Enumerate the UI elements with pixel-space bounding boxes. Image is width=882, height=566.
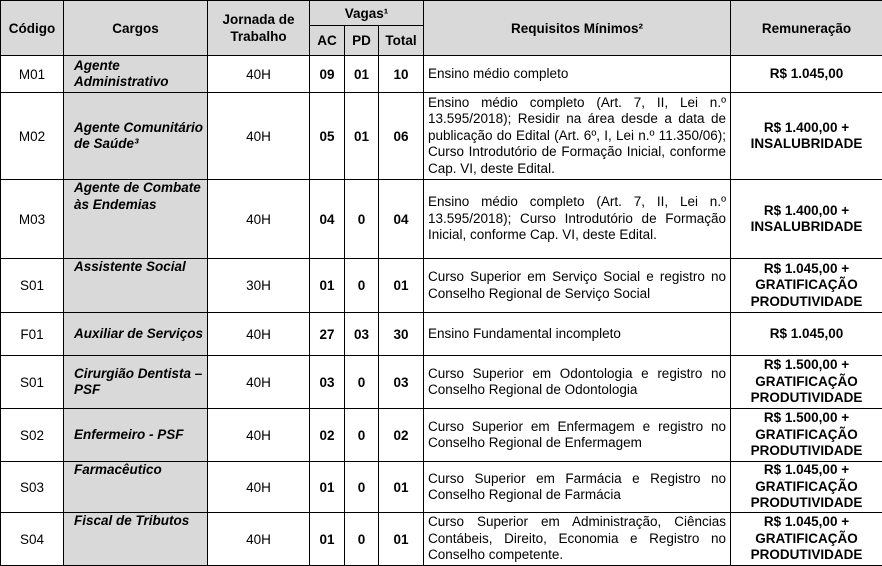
header-cargos: Cargos — [64, 1, 208, 56]
cell-ac: 02 — [310, 409, 345, 462]
cell-jornada: 40H — [208, 356, 310, 409]
cell-ac: 27 — [310, 313, 345, 356]
cell-codigo: S04 — [1, 513, 64, 566]
header-row-1 — [1, 1, 882, 26]
cell-remuneracao: R$ 1.045,00 + GRATIFICAÇÃO PRODUTIVIDADE — [731, 513, 882, 566]
cell-cargo: Fiscal de Tributos — [64, 513, 208, 566]
cell-remuneracao: R$ 1.500,00 + GRATIFICAÇÃO PRODUTIVIDADE — [731, 409, 882, 462]
cell-ac: 01 — [310, 513, 345, 566]
table-row — [1, 462, 882, 513]
cell-remuneracao: R$ 1.045,00 — [731, 313, 882, 356]
cell-pd: 03 — [345, 313, 379, 356]
cell-requisitos: Ensino médio completo (Art. 7, II, Lei n.º 13.595/2018); Residir na área desde a data de publicação do Edital (Art. 6º, I, Lei n.º 11.350/06); Curso Introdutório de Formação Inicial, conforme Cap. VI, deste Edital. — [424, 93, 731, 180]
cell-total: 03 — [379, 356, 424, 409]
header-codigo: Código — [1, 1, 64, 56]
cell-jornada: 40H — [208, 180, 310, 259]
cell-codigo: M01 — [1, 56, 64, 93]
cell-total: 01 — [379, 462, 424, 513]
cell-cargo: Agente Administrativo — [64, 56, 208, 93]
cell-cargo: Agente Comunitário de Saúde³ — [64, 93, 208, 180]
cell-requisitos: Ensino médio completo (Art. 7, II, Lei n.º 13.595/2018); Curso Introdutório de Formação Inicial, conforme Cap. VI, deste Edital. — [424, 180, 731, 259]
table-row — [1, 513, 882, 566]
cell-ac: 04 — [310, 180, 345, 259]
cell-requisitos: Curso Superior em Enfermagem e registro no Conselho Regional de Enfermagem — [424, 409, 731, 462]
cell-total: 30 — [379, 313, 424, 356]
cell-pd: 0 — [345, 513, 379, 566]
cell-ac: 05 — [310, 93, 345, 180]
cell-cargo: Cirurgião Dentista – PSF — [64, 356, 208, 409]
cell-cargo: Agente de Combate às Endemias — [64, 180, 208, 259]
header-requisitos: Requisitos Mínimos² — [424, 1, 731, 56]
table-row — [1, 313, 882, 356]
cell-cargo: Enfermeiro - PSF — [64, 409, 208, 462]
cell-requisitos: Ensino médio completo — [424, 56, 731, 93]
header-ac: AC — [310, 26, 345, 56]
cell-jornada: 40H — [208, 462, 310, 513]
header-total: Total — [379, 26, 424, 56]
cell-requisitos: Curso Superior em Administração, Ciências Contábeis, Direito, Economia e Registro no Conselho competente. — [424, 513, 731, 566]
cell-pd: 0 — [345, 462, 379, 513]
cell-codigo: F01 — [1, 313, 64, 356]
cell-jornada: 40H — [208, 409, 310, 462]
cell-cargo: Farmacêutico — [64, 462, 208, 513]
table-row — [1, 409, 882, 462]
cell-ac: 01 — [310, 462, 345, 513]
cell-codigo: M03 — [1, 180, 64, 259]
cell-total: 06 — [379, 93, 424, 180]
cell-codigo: S01 — [1, 356, 64, 409]
cell-jornada: 40H — [208, 513, 310, 566]
table-row — [1, 180, 882, 259]
cell-jornada: 40H — [208, 56, 310, 93]
cell-ac: 09 — [310, 56, 345, 93]
cell-jornada: 40H — [208, 313, 310, 356]
cell-pd: 0 — [345, 180, 379, 259]
header-pd: PD — [345, 26, 379, 56]
cell-total: 04 — [379, 180, 424, 259]
cell-remuneracao: R$ 1.045,00 — [731, 56, 882, 93]
cell-total: 01 — [379, 259, 424, 313]
cell-pd: 0 — [345, 259, 379, 313]
table-row — [1, 259, 882, 313]
cell-pd: 0 — [345, 409, 379, 462]
cell-jornada: 30H — [208, 259, 310, 313]
cell-remuneracao: R$ 1.400,00 + INSALUBRIDADE — [731, 180, 882, 259]
cell-pd: 0 — [345, 356, 379, 409]
cell-codigo: M02 — [1, 93, 64, 180]
cell-cargo: Auxiliar de Serviços — [64, 313, 208, 356]
header-vagas: Vagas¹ — [310, 1, 424, 26]
cell-pd: 01 — [345, 93, 379, 180]
cell-ac: 01 — [310, 259, 345, 313]
cell-ac: 03 — [310, 356, 345, 409]
cell-requisitos: Curso Superior em Serviço Social e registro no Conselho Regional de Serviço Social — [424, 259, 731, 313]
cell-total: 10 — [379, 56, 424, 93]
cell-remuneracao: R$ 1.045,00 + GRATIFICAÇÃO PRODUTIVIDADE — [731, 462, 882, 513]
cell-requisitos: Curso Superior em Odontologia e registro no Conselho Regional de Odontologia — [424, 356, 731, 409]
cell-codigo: S02 — [1, 409, 64, 462]
cell-remuneracao: R$ 1.045,00 + GRATIFICAÇÃO PRODUTIVIDADE — [731, 259, 882, 313]
cell-remuneracao: R$ 1.400,00 + INSALUBRIDADE — [731, 93, 882, 180]
cell-jornada: 40H — [208, 93, 310, 180]
table-row — [1, 93, 882, 180]
cell-requisitos: Curso Superior em Farmácia e Registro no Conselho Regional de Farmácia — [424, 462, 731, 513]
cell-codigo: S01 — [1, 259, 64, 313]
cell-pd: 01 — [345, 56, 379, 93]
cell-cargo: Assistente Social — [64, 259, 208, 313]
cell-total: 02 — [379, 409, 424, 462]
header-jornada: Jornada de Trabalho — [208, 1, 310, 56]
cell-requisitos: Ensino Fundamental incompleto — [424, 313, 731, 356]
cell-codigo: S03 — [1, 462, 64, 513]
cell-total: 01 — [379, 513, 424, 566]
table-row — [1, 356, 882, 409]
table-row — [1, 56, 882, 93]
cell-remuneracao: R$ 1.500,00 + GRATIFICAÇÃO PRODUTIVIDADE — [731, 356, 882, 409]
header-remuneracao: Remuneração — [731, 1, 882, 56]
